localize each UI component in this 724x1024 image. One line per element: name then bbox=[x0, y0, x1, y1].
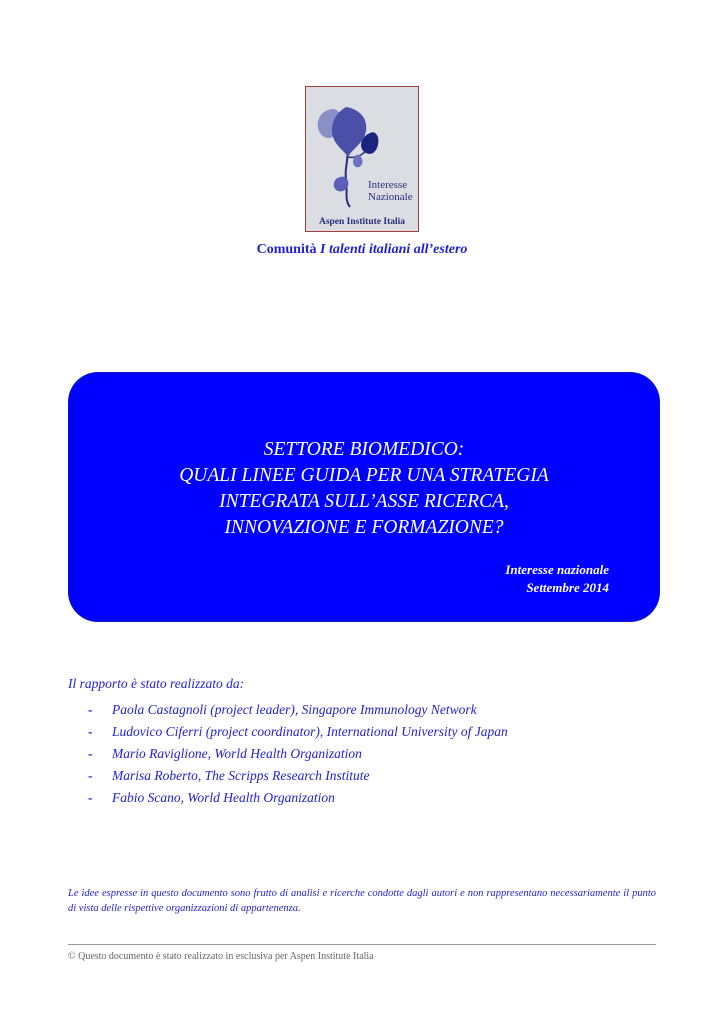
footer-divider bbox=[68, 944, 656, 945]
disclaimer: Le idee espresse in questo documento sono frutto di analisi e ricerche condotte dagli autori e non rappresentano necessariamente il punto di vista delle rispettive organizzazioni di appartenenza. bbox=[68, 888, 656, 914]
leaf-emblem-icon bbox=[306, 87, 420, 233]
author-text: Mario Raviglione, World Health Organization bbox=[112, 746, 362, 761]
author-list bbox=[88, 699, 508, 809]
list-item bbox=[88, 699, 508, 721]
list-item bbox=[88, 743, 508, 765]
authors-intro: Il rapporto è stato realizzato da: bbox=[68, 676, 245, 691]
list-bullet: - bbox=[88, 746, 93, 761]
author-text: Paola Castagnoli (project leader), Singapore Immunology Network bbox=[112, 702, 477, 717]
list-item bbox=[88, 765, 508, 787]
community-line bbox=[0, 242, 724, 258]
report-date: Settembre 2014 bbox=[526, 580, 609, 595]
logo-text-interesse: Interesse bbox=[368, 179, 408, 191]
report-title bbox=[69, 437, 659, 541]
community-name: I talenti italiani all’estero bbox=[320, 242, 468, 257]
author-text: Marisa Roberto, The Scripps Research Institute bbox=[112, 768, 370, 783]
report-title-line-4: INNOVAZIONE E FORMAZIONE? bbox=[224, 517, 504, 538]
list-item bbox=[88, 787, 508, 809]
footer-copyright: © Questo documento è stato realizzato in esclusiva per Aspen Institute Italia bbox=[68, 951, 374, 962]
logo-org-name: Aspen Institute Italia bbox=[318, 217, 406, 227]
aspen-logo bbox=[305, 86, 419, 232]
logo-text-nazionale: Nazionale bbox=[368, 191, 413, 203]
list-item bbox=[88, 721, 508, 743]
list-bullet: - bbox=[88, 702, 93, 717]
community-prefix: Comunità bbox=[256, 242, 317, 257]
author-text: Fabio Scano, World Health Organization bbox=[112, 790, 335, 805]
list-bullet: - bbox=[88, 790, 93, 805]
list-bullet: - bbox=[88, 768, 93, 783]
title-banner bbox=[68, 372, 660, 622]
report-series: Interesse nazionale bbox=[505, 562, 609, 577]
report-title-line-1: SETTORE BIOMEDICO: bbox=[263, 439, 465, 460]
author-text: Ludovico Ciferri (project coordinator), International University of Japan bbox=[112, 724, 508, 739]
list-bullet: - bbox=[88, 724, 93, 739]
report-meta bbox=[505, 561, 609, 597]
report-title-line-3: INTEGRATA SULL’ASSE RICERCA, bbox=[219, 491, 509, 512]
report-title-line-2: QUALI LINEE GUIDA PER UNA STRATEGIA bbox=[179, 465, 549, 486]
